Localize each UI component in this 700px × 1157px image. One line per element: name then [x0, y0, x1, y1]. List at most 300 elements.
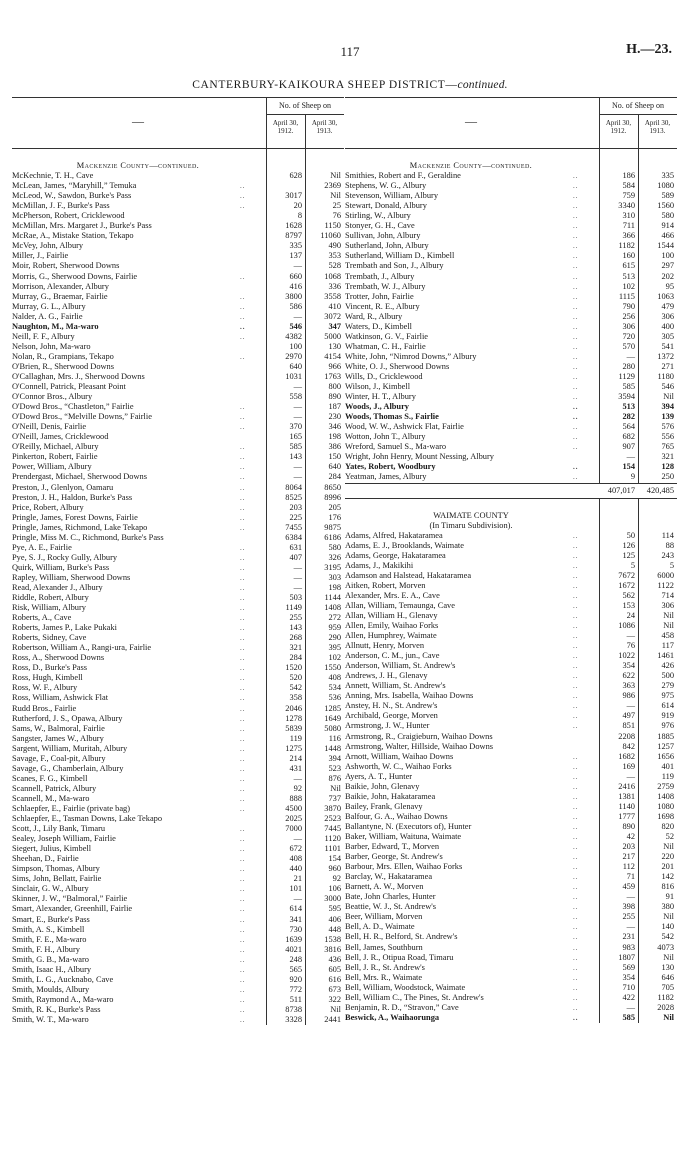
table-row [345, 432, 677, 442]
waimate-rows [345, 499, 677, 1023]
owner-name: Power, William, Albury [12, 462, 92, 472]
leader-dots: .. [573, 591, 579, 600]
owner-name: Benjamin, R. D., “Stravon,” Cave [345, 1002, 459, 1012]
sheep-1912: 398 [622, 902, 635, 912]
table-row [12, 261, 344, 271]
table-row [345, 842, 677, 852]
owner-name: Roberts, Sidney, Cave [12, 633, 87, 643]
table-row [12, 874, 344, 884]
sheep-1912: 513 [622, 402, 635, 412]
leader-dots: .. [573, 903, 579, 912]
owner-name: Ballantyne, N. (Executors of), Hunter [345, 821, 472, 831]
owner-name: O'Neill, Denis, Fairlie [12, 422, 87, 432]
leader-dots: .. [573, 1003, 579, 1012]
table-row [345, 412, 677, 422]
owner-name: Ashworth, W. C., Waihao Forks [345, 761, 452, 771]
owner-name: Woods, J., Albury [345, 402, 409, 412]
sheep-1912: 408 [289, 854, 302, 864]
sheep-1912: — [293, 382, 302, 392]
sheep-1912: 497 [622, 711, 635, 721]
owner-name: Waters, D., Kimbell [345, 321, 413, 331]
sheep-1912: 154 [622, 462, 635, 472]
sheep-1913: 5080 [324, 723, 341, 733]
sheep-1912: 503 [289, 593, 302, 603]
sheep-1913: 1461 [657, 651, 674, 661]
sheep-1912: 2970 [285, 351, 302, 361]
sheep-1913: 25 [332, 201, 341, 211]
owner-name: Andrews, J. H., Glenavy [345, 671, 428, 681]
owner-name: Nolan, R., Grampians, Tekapo [12, 351, 114, 361]
table-row [12, 985, 344, 995]
leader-dots: .. [573, 202, 579, 211]
total-1912: 407,017 [607, 485, 635, 495]
owner-name: Ross, W. F., Albury [12, 683, 78, 693]
sheep-1913: 395 [328, 643, 341, 653]
report-code: H.—23. [626, 42, 672, 57]
table-header [345, 97, 677, 149]
owner-name: McMillan, J. F., Burke's Pass [12, 201, 110, 211]
sheep-1912: — [626, 771, 635, 781]
leader-dots: .. [573, 792, 579, 801]
leader-dots: .. [573, 332, 579, 341]
name-column-header: — [465, 114, 477, 128]
sheep-1913: 976 [661, 721, 674, 731]
owner-name: Bell, A. D., Waimate [345, 922, 415, 932]
table-row [12, 493, 344, 503]
sheep-1912: 9 [630, 472, 635, 482]
sheep-1912: 628 [289, 171, 302, 181]
owner-name: Adamson and Halstead, Hakataramea [345, 570, 472, 580]
sheep-1913: 198 [328, 582, 341, 592]
leader-dots: .. [240, 503, 246, 512]
owner-name: Bell, James, Southburn [345, 942, 423, 952]
sheep-1913: 187 [328, 402, 341, 412]
owner-name: Bell, William, Woodstock, Waimate [345, 982, 466, 992]
owner-name: Smart, E., Burke's Pass [12, 914, 90, 924]
owner-name: Savage, F., Coal-pit, Albury [12, 753, 106, 763]
sheep-1913: 353 [328, 251, 341, 261]
leader-dots: .. [573, 843, 579, 852]
sheep-1912: 20 [293, 201, 302, 211]
leader-dots: .. [240, 302, 246, 311]
sheep-1912: 520 [289, 673, 302, 683]
table-row [12, 472, 344, 482]
table-row [12, 965, 344, 975]
sheep-1913: 2523 [324, 814, 341, 824]
owner-name: Smith, R. K., Burke's Pass [12, 1004, 101, 1014]
table-row [12, 402, 344, 412]
sheep-1912: 851 [622, 721, 635, 731]
leader-dots: .. [240, 352, 246, 361]
sheep-1913: 1763 [324, 371, 341, 381]
sheep-1912: 268 [289, 633, 302, 643]
table-row [12, 282, 344, 292]
table-row [345, 171, 677, 181]
sheep-1913: 646 [661, 972, 674, 982]
table-row [12, 583, 344, 593]
leader-dots: .. [573, 531, 579, 540]
sheep-1913: 616 [328, 974, 341, 984]
sheep-1912: 1115 [618, 291, 635, 301]
owner-name: Smithies, Robert and F., Geraldine [345, 171, 461, 181]
sheep-1913: 820 [661, 821, 674, 831]
sheep-1913: 1080 [657, 801, 674, 811]
table-row [12, 211, 344, 221]
owner-name: Stirling, W., Albury [345, 211, 411, 221]
sheep-1913: 3000 [324, 894, 341, 904]
sheep-1913: 1698 [657, 811, 674, 821]
owner-name: Schlaepfer, E., Fairlie (private bag) [12, 804, 131, 813]
sheep-1913: Nil [663, 610, 674, 620]
leader-dots: .. [573, 581, 579, 590]
sheep-1913: 243 [661, 550, 674, 560]
table-row [12, 1015, 344, 1025]
table-row [345, 963, 677, 973]
leader-dots: .. [573, 782, 579, 791]
sheep-1912: 890 [622, 821, 635, 831]
sheep-1913: 500 [661, 671, 674, 681]
sheep-1912: 407 [289, 552, 302, 562]
leader-dots: .. [573, 983, 579, 992]
sheep-1912: 562 [622, 590, 635, 600]
sheep-1913: 406 [328, 914, 341, 924]
sheep-1912: 231 [622, 932, 635, 942]
owner-name: White, John, “Nimrod Downs,” Albury [345, 351, 477, 361]
leader-dots: .. [573, 611, 579, 620]
owner-name: Smart, Alexander, Greenhill, Fairlie [12, 904, 133, 914]
leader-dots: .. [240, 744, 246, 753]
table-row [345, 641, 677, 651]
owner-name: Beer, William, Morven [345, 912, 423, 922]
owner-name: Armstrong, Walter, Hillside, Waihao Downs [345, 741, 494, 751]
owner-name: Bate, John Charles, Hunter [345, 892, 436, 902]
owner-name: Roberts, James P., Lake Pukaki [12, 623, 117, 633]
table-row [345, 382, 677, 392]
owner-name: Smith, Raymond A., Ma-waro [12, 994, 114, 1004]
leader-dots: .. [240, 634, 246, 643]
owner-name: McLeod, W., Sawdon, Burke's Pass [12, 191, 132, 201]
table-row [12, 925, 344, 935]
sheep-1913: 271 [661, 361, 674, 371]
sheep-1913: 408 [328, 673, 341, 683]
table-row [12, 442, 344, 452]
sheep-1912: 6384 [285, 532, 302, 542]
table-row [12, 201, 344, 211]
leader-dots: .. [240, 1005, 246, 1014]
sheep-1913: 4073 [657, 942, 674, 952]
table-row [345, 681, 677, 691]
sheep-1913: 326 [328, 552, 341, 562]
sheep-1912: — [293, 472, 302, 482]
sheep-1913: 576 [661, 422, 674, 432]
owner-name: Adams, E. J., Brooklands, Waimate [345, 540, 464, 550]
leader-dots: .. [240, 714, 246, 723]
sheep-1913: 9875 [324, 522, 341, 532]
owner-name: Woods, Thomas S., Fairlie [345, 412, 439, 422]
leader-dots: .. [573, 182, 579, 191]
sheep-1913: 3558 [324, 291, 341, 301]
leader-dots: .. [240, 704, 246, 713]
title-main: CANTERBURY-KAIKOURA SHEEP DISTRICT— [192, 79, 458, 91]
sheep-1912: 585 [622, 1012, 635, 1022]
sheep-1912: 585 [622, 382, 635, 392]
leader-dots: .. [240, 915, 246, 924]
sheep-1913: 100 [661, 251, 674, 261]
owner-name: Sargent, William, Muritah, Albury [12, 743, 128, 753]
owner-name: Bell, J. R., St. Andrew's [345, 962, 425, 972]
owner-name: O'Connor Bros., Albury [12, 392, 93, 402]
sheep-1912: 335 [289, 241, 302, 251]
leader-dots: .. [573, 222, 579, 231]
leader-dots: .. [573, 873, 579, 882]
owner-name: Rapley, William, Sherwood Downs [12, 572, 131, 582]
sheep-1912: 24 [626, 610, 635, 620]
sheep-1913: 92 [332, 874, 341, 884]
leader-dots: .. [573, 262, 579, 271]
sheep-1913: Nil [663, 912, 674, 922]
sheep-1912: 1278 [285, 713, 302, 723]
table-row [345, 752, 677, 762]
table-row [12, 272, 344, 282]
sheep-1913: 139 [661, 412, 674, 422]
sheep-1912: 431 [289, 763, 302, 773]
table-row [345, 852, 677, 862]
sheep-1912: 4382 [285, 331, 302, 341]
sheep-1912: 354 [622, 661, 635, 671]
table-row [345, 701, 677, 711]
leader-dots: .. [240, 865, 246, 874]
owner-name: Sams, W., Balmoral, Fairlie [12, 723, 105, 733]
right-rows [345, 149, 677, 483]
sheep-1912: 42 [626, 832, 635, 841]
table-row [12, 653, 344, 663]
leader-dots: .. [240, 644, 246, 653]
owner-name: Allan, William, Temaunga, Cave [345, 600, 455, 610]
sheep-1913: 466 [661, 231, 674, 241]
owner-name: Bell, H. R., Belford, St. Andrew's [345, 932, 458, 942]
leader-dots: .. [240, 654, 246, 663]
table-row [345, 261, 677, 271]
sheep-1912: 160 [622, 251, 635, 261]
table-row [12, 603, 344, 613]
owner-name: Pringle, James, Forest Downs, Fairlie [12, 512, 138, 522]
owner-name: McVey, John, Albury [12, 241, 84, 251]
table-row [345, 882, 677, 892]
sheep-1913: 458 [661, 631, 674, 641]
table-row [345, 462, 677, 472]
table-row [12, 613, 344, 623]
sheep-1913: Nil [330, 191, 341, 201]
leader-dots: .. [240, 1015, 246, 1024]
sheep-1912: 1031 [285, 371, 302, 381]
sheep-1912: 280 [622, 361, 635, 371]
sheep-1913: 91 [665, 892, 674, 902]
sheep-1913: 306 [661, 600, 674, 610]
sheep-1913: Nil [330, 171, 341, 181]
sheep-1913: 297 [661, 261, 674, 271]
sheep-1913: 1150 [324, 221, 341, 231]
sheep-1912: 1777 [618, 811, 635, 821]
table-row [12, 392, 344, 402]
owner-name: Miller, J., Fairlie [12, 251, 69, 261]
table-row [345, 561, 677, 571]
table-row [345, 201, 677, 211]
leader-dots: .. [240, 875, 246, 884]
owner-name: Scannell, M., Ma-waro [12, 793, 90, 803]
sheep-1912: 542 [289, 683, 302, 693]
sheep-1913: 305 [661, 331, 674, 341]
leader-dots: .. [573, 833, 579, 841]
sheep-1913: 5 [669, 560, 674, 570]
sheep-1913: 119 [661, 771, 674, 781]
sheep-1912: 186 [622, 171, 635, 181]
owner-name: Vincent, R. E., Albury [345, 301, 420, 311]
table-row [12, 553, 344, 563]
table-row [12, 915, 344, 925]
owner-name: Morris, G., Sherwood Downs, Fairlie [12, 271, 138, 281]
leader-dots: .. [573, 302, 579, 311]
sheep-1913: 394 [661, 402, 674, 412]
sheep-1913: 272 [328, 613, 341, 623]
leader-dots: .. [240, 272, 246, 281]
sheep-1912: — [293, 562, 302, 572]
sheep-1912: 256 [622, 311, 635, 321]
sheep-1913: 800 [328, 382, 341, 392]
sheep-1912: 1520 [285, 663, 302, 673]
leader-dots: .. [240, 453, 246, 462]
owner-name: Ross, A., Sherwood Downs [12, 653, 105, 663]
sheep-1913: 394 [328, 753, 341, 763]
table-row [12, 563, 344, 573]
sheep-1913: 1550 [324, 663, 341, 673]
leader-dots: .. [240, 403, 246, 412]
owner-name: Barbour, Mrs. Ellen, Waihao Forks [345, 862, 463, 872]
leader-dots: .. [573, 802, 579, 811]
leader-dots: .. [573, 893, 579, 902]
leader-dots: .. [573, 642, 579, 651]
owner-name: O'Connell, Patrick, Pleasant Point [12, 382, 126, 392]
sheep-1913: 966 [328, 361, 341, 371]
sheep-1913: 3072 [324, 311, 341, 321]
sheep-1912: 354 [622, 972, 635, 982]
sheep-1912: 255 [289, 613, 302, 623]
sheep-1912: 217 [622, 852, 635, 862]
sheep-1912: 341 [289, 914, 302, 924]
leader-dots: .. [240, 805, 246, 813]
table-row [12, 633, 344, 643]
owner-name: Stephens, W. G., Albury [345, 181, 427, 191]
owner-name: Ayers, A. T., Hunter [345, 771, 413, 781]
sheep-1913: Nil [330, 783, 341, 793]
sheep-1912: — [293, 412, 302, 422]
leader-dots: .. [240, 563, 246, 572]
table-row [12, 332, 344, 342]
leader-dots: .. [240, 684, 246, 693]
leader-dots: .. [240, 935, 246, 944]
sheep-1912: — [626, 452, 635, 462]
leader-dots: .. [240, 543, 246, 552]
sheep-1912: — [626, 892, 635, 902]
sheep-1913: 542 [661, 932, 674, 942]
owner-name: Winter, H. T., Albury [345, 392, 416, 402]
leader-dots: .. [573, 232, 579, 241]
sheep-1912: 5839 [285, 723, 302, 733]
table-row [12, 824, 344, 834]
table-row [345, 591, 677, 601]
owner-name: Ross, Hugh, Kimbell [12, 673, 83, 683]
leader-dots: .. [573, 702, 579, 711]
owner-name: Robertson, William A., Rangi-ura, Fairlie [12, 643, 152, 653]
table-row [12, 884, 344, 894]
owner-name: Scanes, F. G., Kimbell [12, 773, 88, 783]
sheep-1913: Nil [663, 842, 674, 852]
leader-dots: .. [240, 734, 246, 743]
sheep-1913: 88 [665, 540, 674, 550]
owner-name: Rudd Bros., Fairlie [12, 703, 77, 713]
leader-dots: .. [240, 764, 246, 773]
table-row [12, 955, 344, 965]
table-row [345, 792, 677, 802]
total-row [345, 483, 677, 499]
sheep-1912: 119 [289, 733, 302, 743]
owner-name: Price, Robert, Albury [12, 502, 84, 512]
owner-name: Smith, F. H., Albury [12, 944, 80, 954]
sheep-1912: — [293, 572, 302, 582]
table-row [12, 432, 344, 442]
section-heading: Mackenzie County—continued. [76, 161, 200, 170]
sheep-1912: 920 [289, 974, 302, 984]
owner-name: Scannell, Patrick, Albury [12, 783, 97, 793]
sheep-1912: — [293, 834, 302, 844]
sheep-1913: 589 [661, 191, 674, 201]
owner-name: O'Dowd Bros., “Chastleton,” Fairlie [12, 402, 134, 412]
sheep-1912: 614 [289, 904, 302, 914]
table-row [345, 372, 677, 382]
owner-name: Savage, G., Chamberlain, Albury [12, 763, 124, 773]
sheep-1913: 346 [328, 422, 341, 432]
table-row [12, 322, 344, 332]
leader-dots: .. [573, 762, 579, 771]
owner-name: Pringle, Miss M. C., Richmond, Burke's Pass [12, 532, 164, 542]
leader-dots: .. [573, 772, 579, 781]
owner-name: Adams, George, Hakataramea [345, 550, 446, 560]
leader-dots: .. [240, 604, 246, 613]
leader-dots: .. [573, 883, 579, 892]
table-row [345, 661, 677, 671]
sheep-1913: 117 [661, 641, 674, 651]
sheep-1913: 380 [661, 902, 674, 912]
sheep-1913: 765 [661, 442, 674, 452]
owner-name: O'Neill, James, Cricklewood [12, 432, 109, 442]
leader-dots: .. [240, 182, 246, 191]
sheep-1913: 580 [661, 211, 674, 221]
sheep-1912: — [293, 402, 302, 412]
sheep-1912: 1129 [618, 371, 635, 381]
owner-name: O'Dowd Bros., “Melville Downs,” Fairlie [12, 412, 152, 422]
owner-name: Anning, Mrs. Isabella, Waihao Downs [345, 691, 474, 701]
table-row [12, 864, 344, 874]
table-row [345, 802, 677, 812]
sheep-1912: 1182 [618, 241, 635, 251]
table-row [12, 844, 344, 854]
sheep-1912: 842 [622, 741, 635, 751]
owner-name: Armstrong, J. W., Hunter [345, 721, 430, 731]
sheep-1912: 76 [626, 641, 635, 651]
table-row [345, 691, 677, 701]
leader-dots: .. [573, 601, 579, 610]
sheep-1913: 52 [665, 832, 674, 841]
leader-dots: .. [573, 722, 579, 731]
